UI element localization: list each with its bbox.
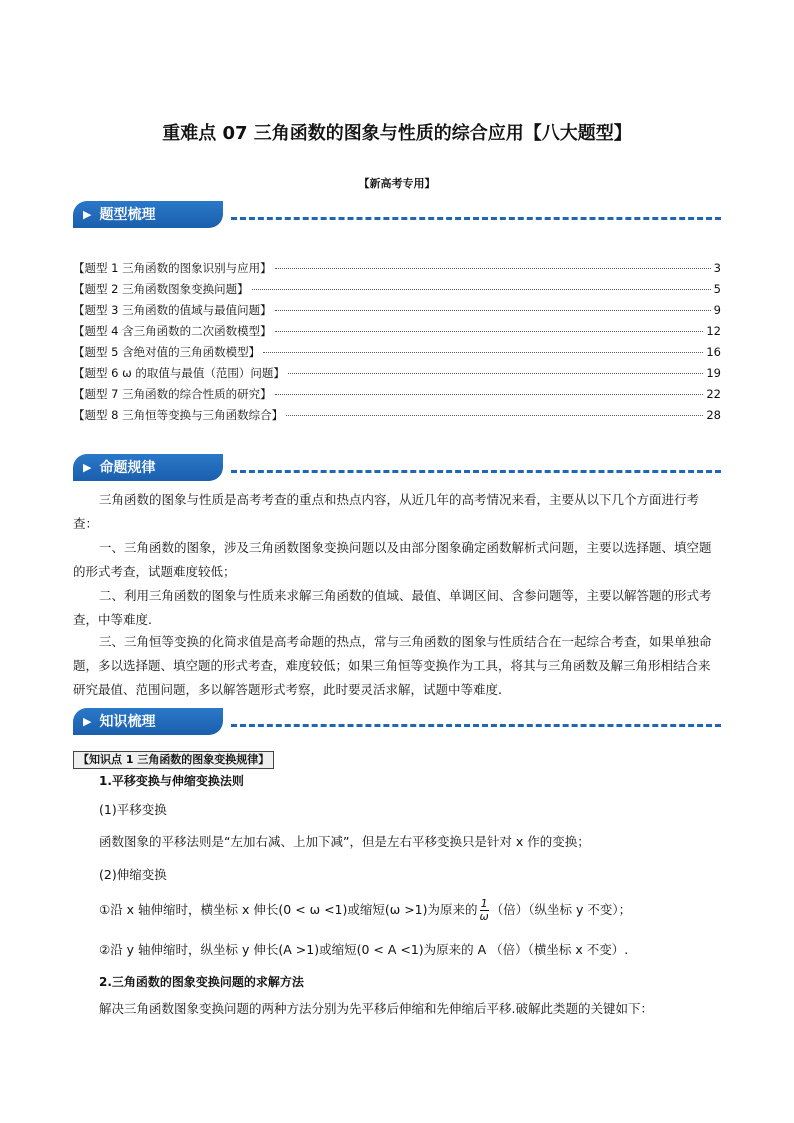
toc-leader bbox=[263, 341, 703, 353]
toc-entry[interactable] bbox=[73, 258, 721, 279]
toc-label: 【题型 2 三角函数图象变换问题】 bbox=[73, 282, 249, 296]
section-tab-rules bbox=[73, 454, 223, 481]
translation-text: 函数图象的平移法则是“左加右减、上加下减”，但是左右平移变换只是针对 x 作的变换； bbox=[99, 834, 590, 849]
subheading-translation: (1)平移变换 bbox=[99, 802, 167, 817]
section-title-toc: 题型梳理 bbox=[99, 207, 156, 223]
knowledge-point-label: 【知识点 1 三角函数的图象变换规律】 bbox=[73, 751, 274, 769]
scaling-item-x-tail: （倍）（纵坐标 y 不变）； bbox=[490, 902, 632, 917]
section-tab-knowledge bbox=[73, 708, 223, 735]
toc-leader bbox=[275, 299, 711, 311]
toc-page: 28 bbox=[706, 408, 721, 422]
toc-leader bbox=[275, 257, 711, 269]
rules-paragraph: 一、三角函数的图象，涉及三角函数图象变换问题以及由部分图象确定函数解析式问题，主要以选择题、填空题的形式考查，试题难度较低； bbox=[73, 540, 712, 579]
toc-label: 【题型 6 ω 的取值与最值（范围）问题】 bbox=[73, 366, 285, 380]
rules-paragraph: 三、三角恒等变换的化简求值是高考命题的热点，常与三角函数的图象与性质结合在一起综合考查，如果单独命题，多以选择题、填空题的形式考查，难度较低；如果三角恒等变换作为工具，将其与三角函数及解三角形相结合来研究最值、范围问题，多以解答题形式考察，此时要灵活求解，试题中等难度. bbox=[73, 634, 712, 697]
toc-label: 【题型 8 三角恒等变换与三角函数综合】 bbox=[73, 408, 284, 422]
toc-label: 【题型 5 含绝对值的三角函数模型】 bbox=[73, 345, 261, 359]
rules-paragraph: 二、利用三角函数的图象与性质来求解三角函数的值域、最值、单调区间、含参问题等，主要以解答题的形式考查，中等难度. bbox=[73, 588, 712, 627]
toc-entry[interactable] bbox=[73, 300, 721, 321]
play-icon: ▶ bbox=[83, 715, 92, 728]
scaling-item-y: ②沿 y 轴伸缩时，纵坐标 y 伸长(A >1)或缩短(0 < A <1)为原来的 A （倍）（横坐标 x 不变）. bbox=[99, 942, 629, 957]
section-divider bbox=[231, 724, 721, 727]
scaling-item-x bbox=[99, 898, 721, 923]
rules-paragraph: 三角函数的图象与性质是高考考查的重点和热点内容，从近几年的高考情况来看，主要从以下几个方面进行考查： bbox=[73, 492, 700, 531]
toc-entry[interactable] bbox=[73, 321, 721, 342]
toc-label: 【题型 4 含三角函数的二次函数模型】 bbox=[73, 324, 272, 338]
toc-label: 【题型 1 三角函数的图象识别与应用】 bbox=[73, 261, 272, 275]
scaling-item-x-text: ①沿 x 轴伸缩时，横坐标 x 伸长(0 < ω <1)或缩短(ω >1)为原来的 bbox=[99, 902, 478, 917]
page-title: 重难点 07 三角函数的图象与性质的综合应用【八大题型】 bbox=[162, 123, 632, 144]
method-text: 解决三角函数图象变换问题的两种方法分别为先平移后伸缩和先伸缩后平移.破解此类题的关键如下： bbox=[99, 1001, 653, 1016]
table-of-contents bbox=[73, 258, 721, 426]
toc-leader bbox=[252, 278, 711, 290]
fraction-denominator: ω bbox=[479, 910, 489, 923]
toc-page: 5 bbox=[713, 282, 721, 296]
toc-label: 【题型 7 三角函数的综合性质的研究】 bbox=[73, 387, 272, 401]
section-title-knowledge: 知识梳理 bbox=[99, 714, 156, 730]
section-title-rules: 命题规律 bbox=[99, 460, 156, 476]
toc-entry[interactable] bbox=[73, 384, 721, 405]
toc-entry[interactable] bbox=[73, 279, 721, 300]
fraction-numerator: 1 bbox=[480, 897, 488, 910]
toc-entry[interactable] bbox=[73, 363, 721, 384]
toc-page: 22 bbox=[706, 387, 721, 401]
section-header-rules bbox=[73, 454, 721, 482]
toc-page: 9 bbox=[713, 303, 721, 317]
heading-2: 2.三角函数的图象变换问题的求解方法 bbox=[99, 975, 304, 989]
section-divider bbox=[231, 217, 721, 220]
section-header-toc bbox=[73, 201, 721, 229]
heading-1: 1.平移变换与伸缩变换法则 bbox=[99, 774, 244, 788]
toc-entry[interactable] bbox=[73, 342, 721, 363]
toc-page: 12 bbox=[706, 324, 721, 338]
toc-label: 【题型 3 三角函数的值域与最值问题】 bbox=[73, 303, 272, 317]
toc-page: 16 bbox=[706, 345, 721, 359]
toc-leader bbox=[288, 362, 703, 374]
toc-leader bbox=[286, 404, 703, 416]
subheading-scaling: (2)伸缩变换 bbox=[99, 867, 167, 882]
toc-entry[interactable] bbox=[73, 405, 721, 426]
page-subtitle: 【新高考专用】 bbox=[358, 177, 436, 190]
toc-leader bbox=[275, 383, 704, 395]
fraction-one-over-omega bbox=[480, 898, 489, 923]
toc-leader bbox=[275, 320, 704, 332]
section-header-knowledge bbox=[73, 708, 721, 736]
section-tab-toc bbox=[73, 201, 223, 228]
play-icon: ▶ bbox=[83, 461, 92, 474]
toc-page: 3 bbox=[713, 261, 721, 275]
section-divider bbox=[231, 470, 721, 473]
play-icon: ▶ bbox=[83, 208, 92, 221]
toc-page: 19 bbox=[706, 366, 721, 380]
